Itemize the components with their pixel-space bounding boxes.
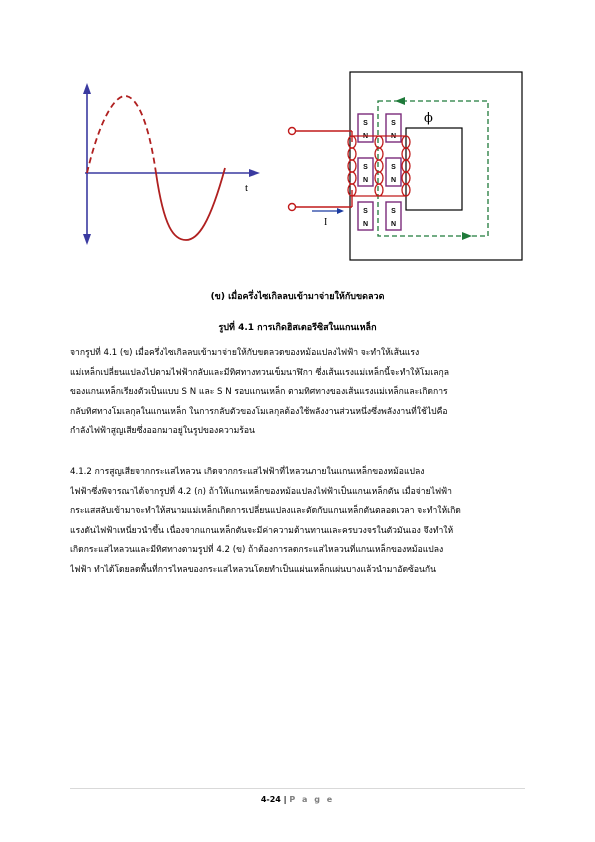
magnet-n-label: N — [390, 177, 397, 184]
magnet-n-label: N — [362, 177, 369, 184]
text-line: จากรูปที่ 4.1 (ข) เมื่อครึ่งไซเกิลลบเข้ามาจ่ายให้กับขดลวดของหม้อแปลงไฟฟ้า จะทำให้เส้นแรง — [70, 348, 420, 358]
terminal-top — [289, 128, 296, 135]
text-line: กระแสสลับเข้ามาจะทำให้สนามแม่เหล็กเกิดการเปลี่ยนแปลงและตัดกับแกนเหล็กตันตลอดเวลา จะทำให้เกิด — [70, 506, 461, 516]
flux-symbol-phi: ϕ — [424, 111, 433, 126]
current-label-I: I — [324, 217, 328, 228]
text-line: แม่เหล็กเปลี่ยนแปลงไปตามไฟฟ้ากลับและมีทิศทางทวนเข็มนาฬิกา ซึ่งเส้นแรงแม่เหล็กนี้จะทำให้โมเลกุล — [70, 367, 450, 378]
text-line: กลับทิศทางโมเลกุลในแกนเหล็ก ในการกลับตัวของโมเลกุลต้องใช้พลังงานส่วนหนึ่งซึ่งพลังงานที่ใช้ไปคือ — [70, 406, 448, 417]
text-line: เกิดกระแสไหลวนและมีทิศทางตามรูปที่ 4.2 (ข) ถ้าต้องการลดกระแสไหลวนที่แกนเหล็กของหม้อแปลง — [70, 545, 444, 555]
page-footer — [0, 795, 595, 804]
y-axis-arrowhead-bottom — [83, 234, 91, 245]
flux-arrow-top — [395, 97, 405, 105]
magnet-s-label: S — [391, 208, 396, 215]
figure-caption: รูปที่ 4.1 การเกิดฮิสเตอรีซิสในแกนเหล็ก — [218, 323, 377, 333]
magnet-n-label: N — [390, 221, 397, 228]
page-word: P a g e — [289, 795, 335, 804]
current-arrow-head — [337, 208, 344, 214]
magnet-s-label: S — [363, 208, 368, 215]
x-axis-arrowhead — [249, 169, 260, 177]
time-axis-label: t — [245, 182, 249, 194]
text-line: กำลังไฟฟ้าสูญเสียซึ่งออกมาอยู่ในรูปของความร้อน — [70, 426, 255, 436]
y-axis-arrowhead-top — [83, 83, 91, 94]
core-outer-frame — [350, 72, 522, 260]
magnet-s-label: S — [363, 164, 368, 171]
transformer-core-figure — [282, 68, 530, 264]
page-number: 4-24 — [260, 795, 281, 804]
text-line: ไฟฟ้า ทำได้โดยลดพื้นที่การไหลของกระแสไหลวนโดยทำเป็นแผ่นเหล็กแผ่นบางแล้วนำมาอัดซ้อนกัน — [70, 564, 436, 575]
sine-positive-half-dashed — [87, 96, 156, 173]
magnet-s-label: S — [391, 120, 396, 127]
footer-rule — [70, 788, 525, 789]
text-line: ของแกนเหล็กเรียงตัวเป็นแบบ S N และ S N รอบแกนเหล็ก ตามทิศทางของเส้นแรงแม่เหล็กและเกิดการ — [70, 387, 448, 397]
terminal-bottom — [289, 204, 296, 211]
magnet-s-label: S — [363, 120, 368, 127]
magnet-n-label: N — [362, 133, 369, 140]
text-line: แรงดันไฟฟ้าเหนี่ยวนำขึ้น เนื่องจากแกนเหล็กตันจะมีค่าความต้านทานและครบวงจรในตัวมันเอง จึงทำให้ — [70, 525, 454, 536]
sine-negative-half-solid — [156, 168, 225, 240]
sine-wave-figure — [70, 78, 270, 248]
paragraph-eddy-current — [70, 463, 532, 580]
flux-arrow-bottom — [462, 232, 472, 240]
magnet-n-label: N — [362, 221, 369, 228]
footer-separator: | — [280, 795, 290, 804]
text-line: 4.1.2 การสูญเสียจากกระแสไหลวน เกิดจากกระแสไฟฟ้าที่ไหลวนภายในแกนเหล็กของหม้อแปลง — [70, 467, 425, 477]
text-line: ไฟฟ้าซึ่งพิจารณาได้จากรูปที่ 4.2 (ก) ถ้าให้แกนเหล็กของหม้อแปลงไฟฟ้าเป็นแกนเหล็กตัน เมื่อจ่ายไฟฟ้า — [70, 486, 452, 497]
magnet-n-label: N — [390, 133, 397, 140]
paragraph-hysteresis — [70, 344, 532, 442]
core-window — [406, 128, 462, 210]
magnet-s-label: S — [391, 164, 396, 171]
figure-subcaption: (ข) เมื่อครึ่งไซเกิลลบเข้ามาจ่ายให้กับขดลวด — [210, 292, 385, 302]
